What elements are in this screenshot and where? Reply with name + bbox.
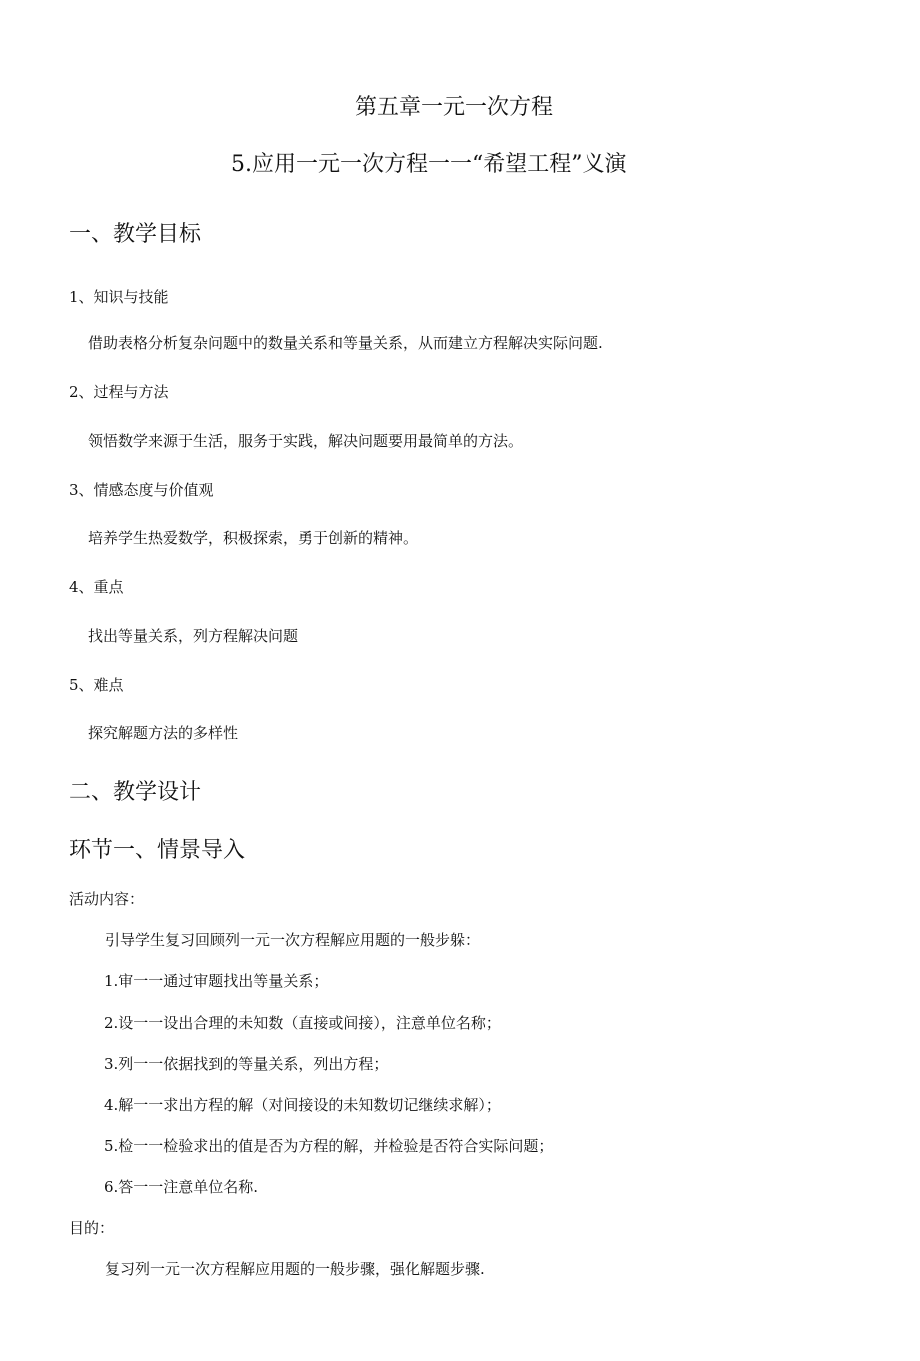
purpose-label: 目的： <box>69 1219 115 1237</box>
section-heading-goals: 一、教学目标 <box>69 222 202 247</box>
lesson-title: 5.应用一元一次方程一一“希望工程”义演 <box>231 152 627 177</box>
activity-intro: 引导学生复习回顾列一元一次方程解应用题的一般步躲： <box>105 931 481 949</box>
step-item: 5.检一一检验求出的值是否为方程的解，并检验是否符合实际问题； <box>104 1137 554 1155</box>
step-item: 6.答一一注意单位名称. <box>104 1178 259 1196</box>
chapter-title: 第五章一元一次方程 <box>355 95 554 120</box>
goal-text-5: 探究解题方法的多样性 <box>88 724 239 742</box>
goal-label-3: 3、情感态度与价值观 <box>69 481 214 499</box>
goal-text-4: 找出等量关系，列方程解决问题 <box>88 627 299 645</box>
goal-label-5: 5、难点 <box>69 676 124 694</box>
goal-text-2: 领悟数学来源于生活，服务于实践，解决问题要用最简单的方法。 <box>88 432 524 450</box>
goal-text-1: 借助表格分析复杂问题中的数量关系和等量关系，从而建立方程解决实际问题. <box>88 334 603 352</box>
section-subheading-intro: 环节一、情景导入 <box>69 838 246 863</box>
step-item: 3.列一一依据找到的等量关系，列出方程； <box>104 1055 389 1073</box>
step-item: 4.解一一求出方程的解（对间接设的未知数切记继续求解）； <box>104 1096 501 1114</box>
step-item: 2.设一一设出合理的未知数（直接或间接），注意单位名称； <box>104 1014 501 1032</box>
goal-label-1: 1、知识与技能 <box>69 288 169 306</box>
section-heading-design: 二、教学设计 <box>69 780 202 805</box>
goal-text-3: 培养学生热爱数学，积极探索，勇于创新的精神。 <box>88 529 419 547</box>
purpose-text: 复习列一元一次方程解应用题的一般步骤，强化解题步骤. <box>105 1260 485 1278</box>
goal-label-2: 2、过程与方法 <box>69 383 169 401</box>
step-item: 1.审一一通过审题找出等量关系； <box>104 972 329 990</box>
goal-label-4: 4、重点 <box>69 578 124 596</box>
activity-label: 活动内容： <box>69 890 145 908</box>
